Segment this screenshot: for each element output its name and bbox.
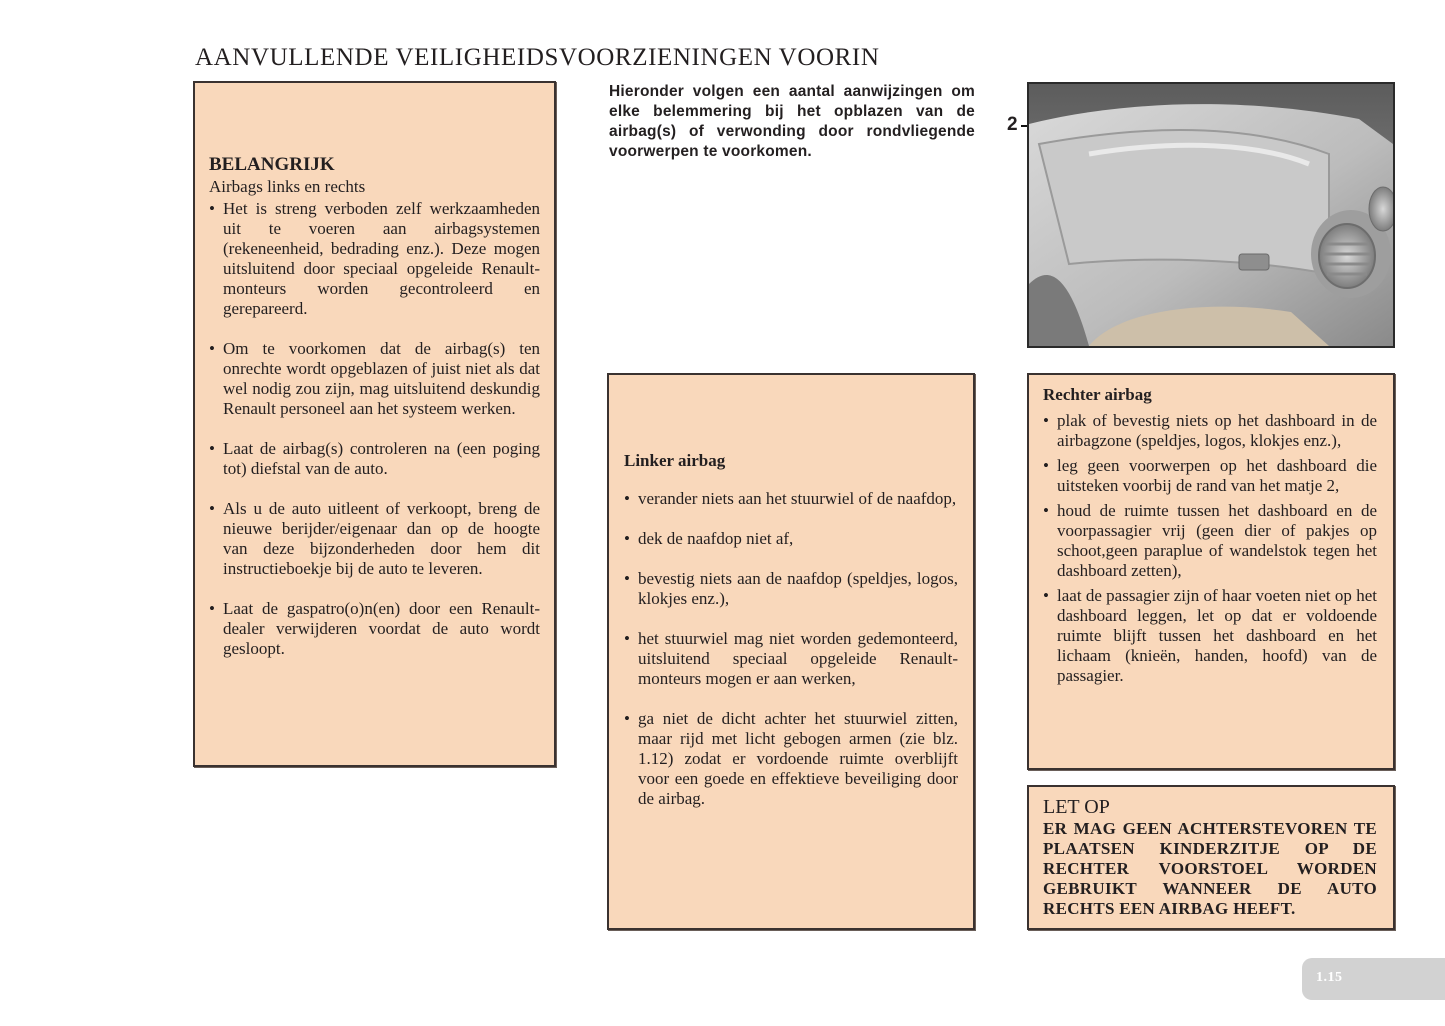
- side-vent-icon: [1369, 187, 1393, 231]
- list-item: • bevestig niets aan de naafdop (speldjes, logos, klokjes enz.),: [624, 569, 958, 609]
- list-item: • houd de ruimte tussen het dashboard en de voorpassagier vrij (geen dier of pakjes op schoot,geen paraplue of wandelstok tegen het dashboard zetten),: [1043, 501, 1377, 581]
- list-item: • Laat de gaspatro(o)n(en) door een Renault-dealer verwijderen voordat de auto wordt gesloopt.: [209, 599, 540, 659]
- left-airbag-list: [624, 489, 958, 809]
- right-airbag-heading: Rechter airbag: [1043, 385, 1152, 404]
- important-subheading: Airbags links en rechts: [209, 177, 366, 196]
- right-airbag-box: [1027, 373, 1395, 770]
- list-item: • Als u de auto uitleent of verkoopt, breng de nieuwe berijder/eigenaar dan op de hoogte van deze bijzonderheden door hem dit instructieboekje bij de auto te leveren.: [209, 499, 540, 579]
- right-airbag-list: [1043, 411, 1377, 686]
- air-vent-icon: [1319, 224, 1375, 288]
- page-number-tab: [1302, 958, 1445, 1000]
- list-item: • leg geen voorwerpen op het dashboard die uitsteken voorbij de rand van het matje 2,: [1043, 456, 1377, 496]
- list-item: • verander niets aan het stuurwiel of de naafdop,: [624, 489, 958, 509]
- list-item: • laat de passagier zijn of haar voeten niet op het dashboard leggen, let op dat er voldoende ruimte blijft tussen het dashboard en het lichaam (knieën, handen, hoofd) van de passagier.: [1043, 586, 1377, 686]
- warning-text: ER MAG GEEN ACHTERSTEVOREN TE PLAATSEN KINDERZITJE OP DE RECHTER VOORSTOEL WORDEN GEBRUIKT WANNEER DE AUTO RECHTS EEN AIRBAG HEEFT.: [1043, 819, 1377, 918]
- left-airbag-box: [607, 373, 975, 930]
- list-item: • Laat de airbag(s) controleren na (een poging tot) diefstal van de auto.: [209, 439, 540, 479]
- list-item: • Om te voorkomen dat de airbag(s) ten onrechte wordt opgeblazen of juist niet als dat wel nodig zou zijn, mag uitsluitend deskundig Renault personeel aan het systeem werken.: [209, 339, 540, 419]
- list-item: • het stuurwiel mag niet worden gedemonteerd, uitsluitend speciaal opgeleide Renault-monteurs mogen er aan werken,: [624, 629, 958, 689]
- airbag-badge: [1239, 254, 1269, 270]
- important-list: [209, 199, 540, 659]
- warning-box: [1027, 785, 1395, 930]
- page-title: AANVULLENDE VEILIGHEIDSVOORZIENINGEN VOORIN: [195, 44, 880, 71]
- dashboard-illustration: [1029, 84, 1393, 346]
- important-box: [193, 81, 556, 767]
- left-airbag-heading: Linker airbag: [624, 451, 726, 470]
- intro-text: Hieronder volgen een aantal aanwijzingen om elke belemmering bij het opblazen van de airbag(s) of verwonding door rondvliegende voorwerpen te voorkomen.: [609, 83, 975, 160]
- page-number: 1.15: [1316, 970, 1343, 985]
- airbag-zone: [1039, 130, 1329, 274]
- important-heading: BELANGRIJK: [209, 154, 335, 175]
- warning-heading: LET OP: [1043, 796, 1110, 818]
- figure-label: 2: [1007, 114, 1018, 135]
- list-item: • plak of bevestig niets op het dashboard in de airbagzone (speldjes, logos, klokjes enz.),: [1043, 411, 1377, 451]
- list-item: • dek de naafdop niet af,: [624, 529, 958, 549]
- dashboard-photo: [1027, 82, 1395, 348]
- list-item: • ga niet de dicht achter het stuurwiel zitten, maar rijd met licht gebogen armen (zie blz. 1.12) zodat er vordoende ruimte overblijft voor een goede en effektieve beveiliging door de airbag.: [624, 709, 958, 809]
- list-item: • Het is streng verboden zelf werkzaamheden uit te voeren aan airbagsystemen (rekeneenheid, bedrading enz.). Deze mogen uitsluitend door speciaal opgeleide Renault-monteurs worden gecontroleerd en gerepareerd.: [209, 199, 540, 319]
